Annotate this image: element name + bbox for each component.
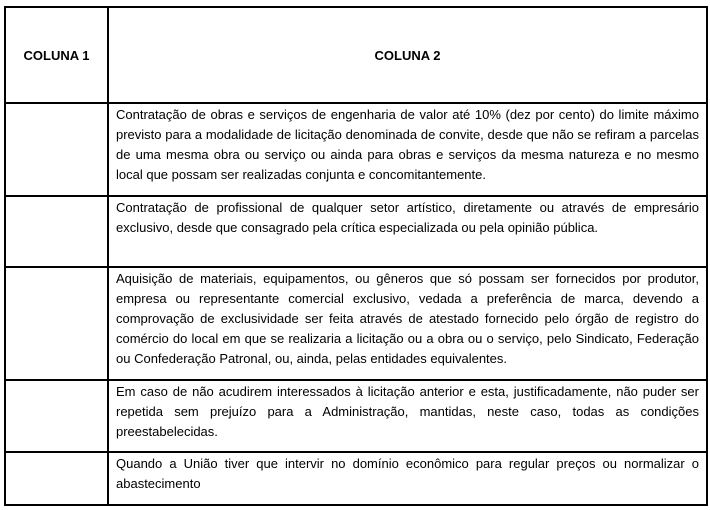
header-row (5, 7, 707, 103)
table-row (5, 196, 707, 267)
table-row (5, 452, 707, 505)
description-cell (108, 380, 707, 452)
table-header (5, 7, 707, 103)
description-cell (108, 267, 707, 380)
description-text: Contratação de profissional de qualquer setor artístico, diretamente ou através de empresário exclusivo, desde que consagrado pela crítica especializada ou pela opinião pública. (116, 200, 699, 235)
table-body (5, 103, 707, 505)
description-cell (108, 103, 707, 196)
table-row (5, 267, 707, 380)
table-row (5, 103, 707, 196)
table-row (5, 380, 707, 452)
header-coluna-2: COLUNA 2 (108, 7, 707, 103)
description-text: Contratação de obras e serviços de engenharia de valor até 10% (dez por cento) do limite máximo previsto para a modalidade de licitação denominada de convite, desde que não se refiram a parcelas de uma mesma obra ou serviço ou ainda para obras e serviços da mesma natureza e no mesmo local que possam ser realizadas conjunta e concomitantemente. (116, 107, 699, 182)
description-text: Quando a União tiver que intervir no domínio econômico para regular preços ou normalizar o abastecimento (116, 456, 699, 491)
description-cell (108, 452, 707, 505)
description-text: Aquisição de materiais, equipamentos, ou gêneros que só possam ser fornecidos por produtor, empresa ou representante comercial exclusivo, vedada a preferência de marca, devendo a comprovação de exclusividade ser feita através de atestado fornecido pelo órgão de registro do comércio do local em que se realizaria a licitação ou a obra ou o serviço, pelo Sindicato, Federação ou Confederação Patronal, ou, ainda, pelas entidades equivalentes. (116, 271, 699, 366)
description-cell (108, 196, 707, 267)
answer-cell (5, 452, 108, 505)
header-coluna-1: COLUNA 1 (5, 7, 108, 103)
answer-cell (5, 103, 108, 196)
answer-cell (5, 267, 108, 380)
answer-cell (5, 380, 108, 452)
answer-cell (5, 196, 108, 267)
matching-table (4, 6, 708, 506)
description-text: Em caso de não acudirem interessados à licitação anterior e esta, justificadamente, não puder ser repetida sem prejuízo para a Administração, mantidas, neste caso, todas as condições preestabelecidas. (116, 384, 699, 439)
